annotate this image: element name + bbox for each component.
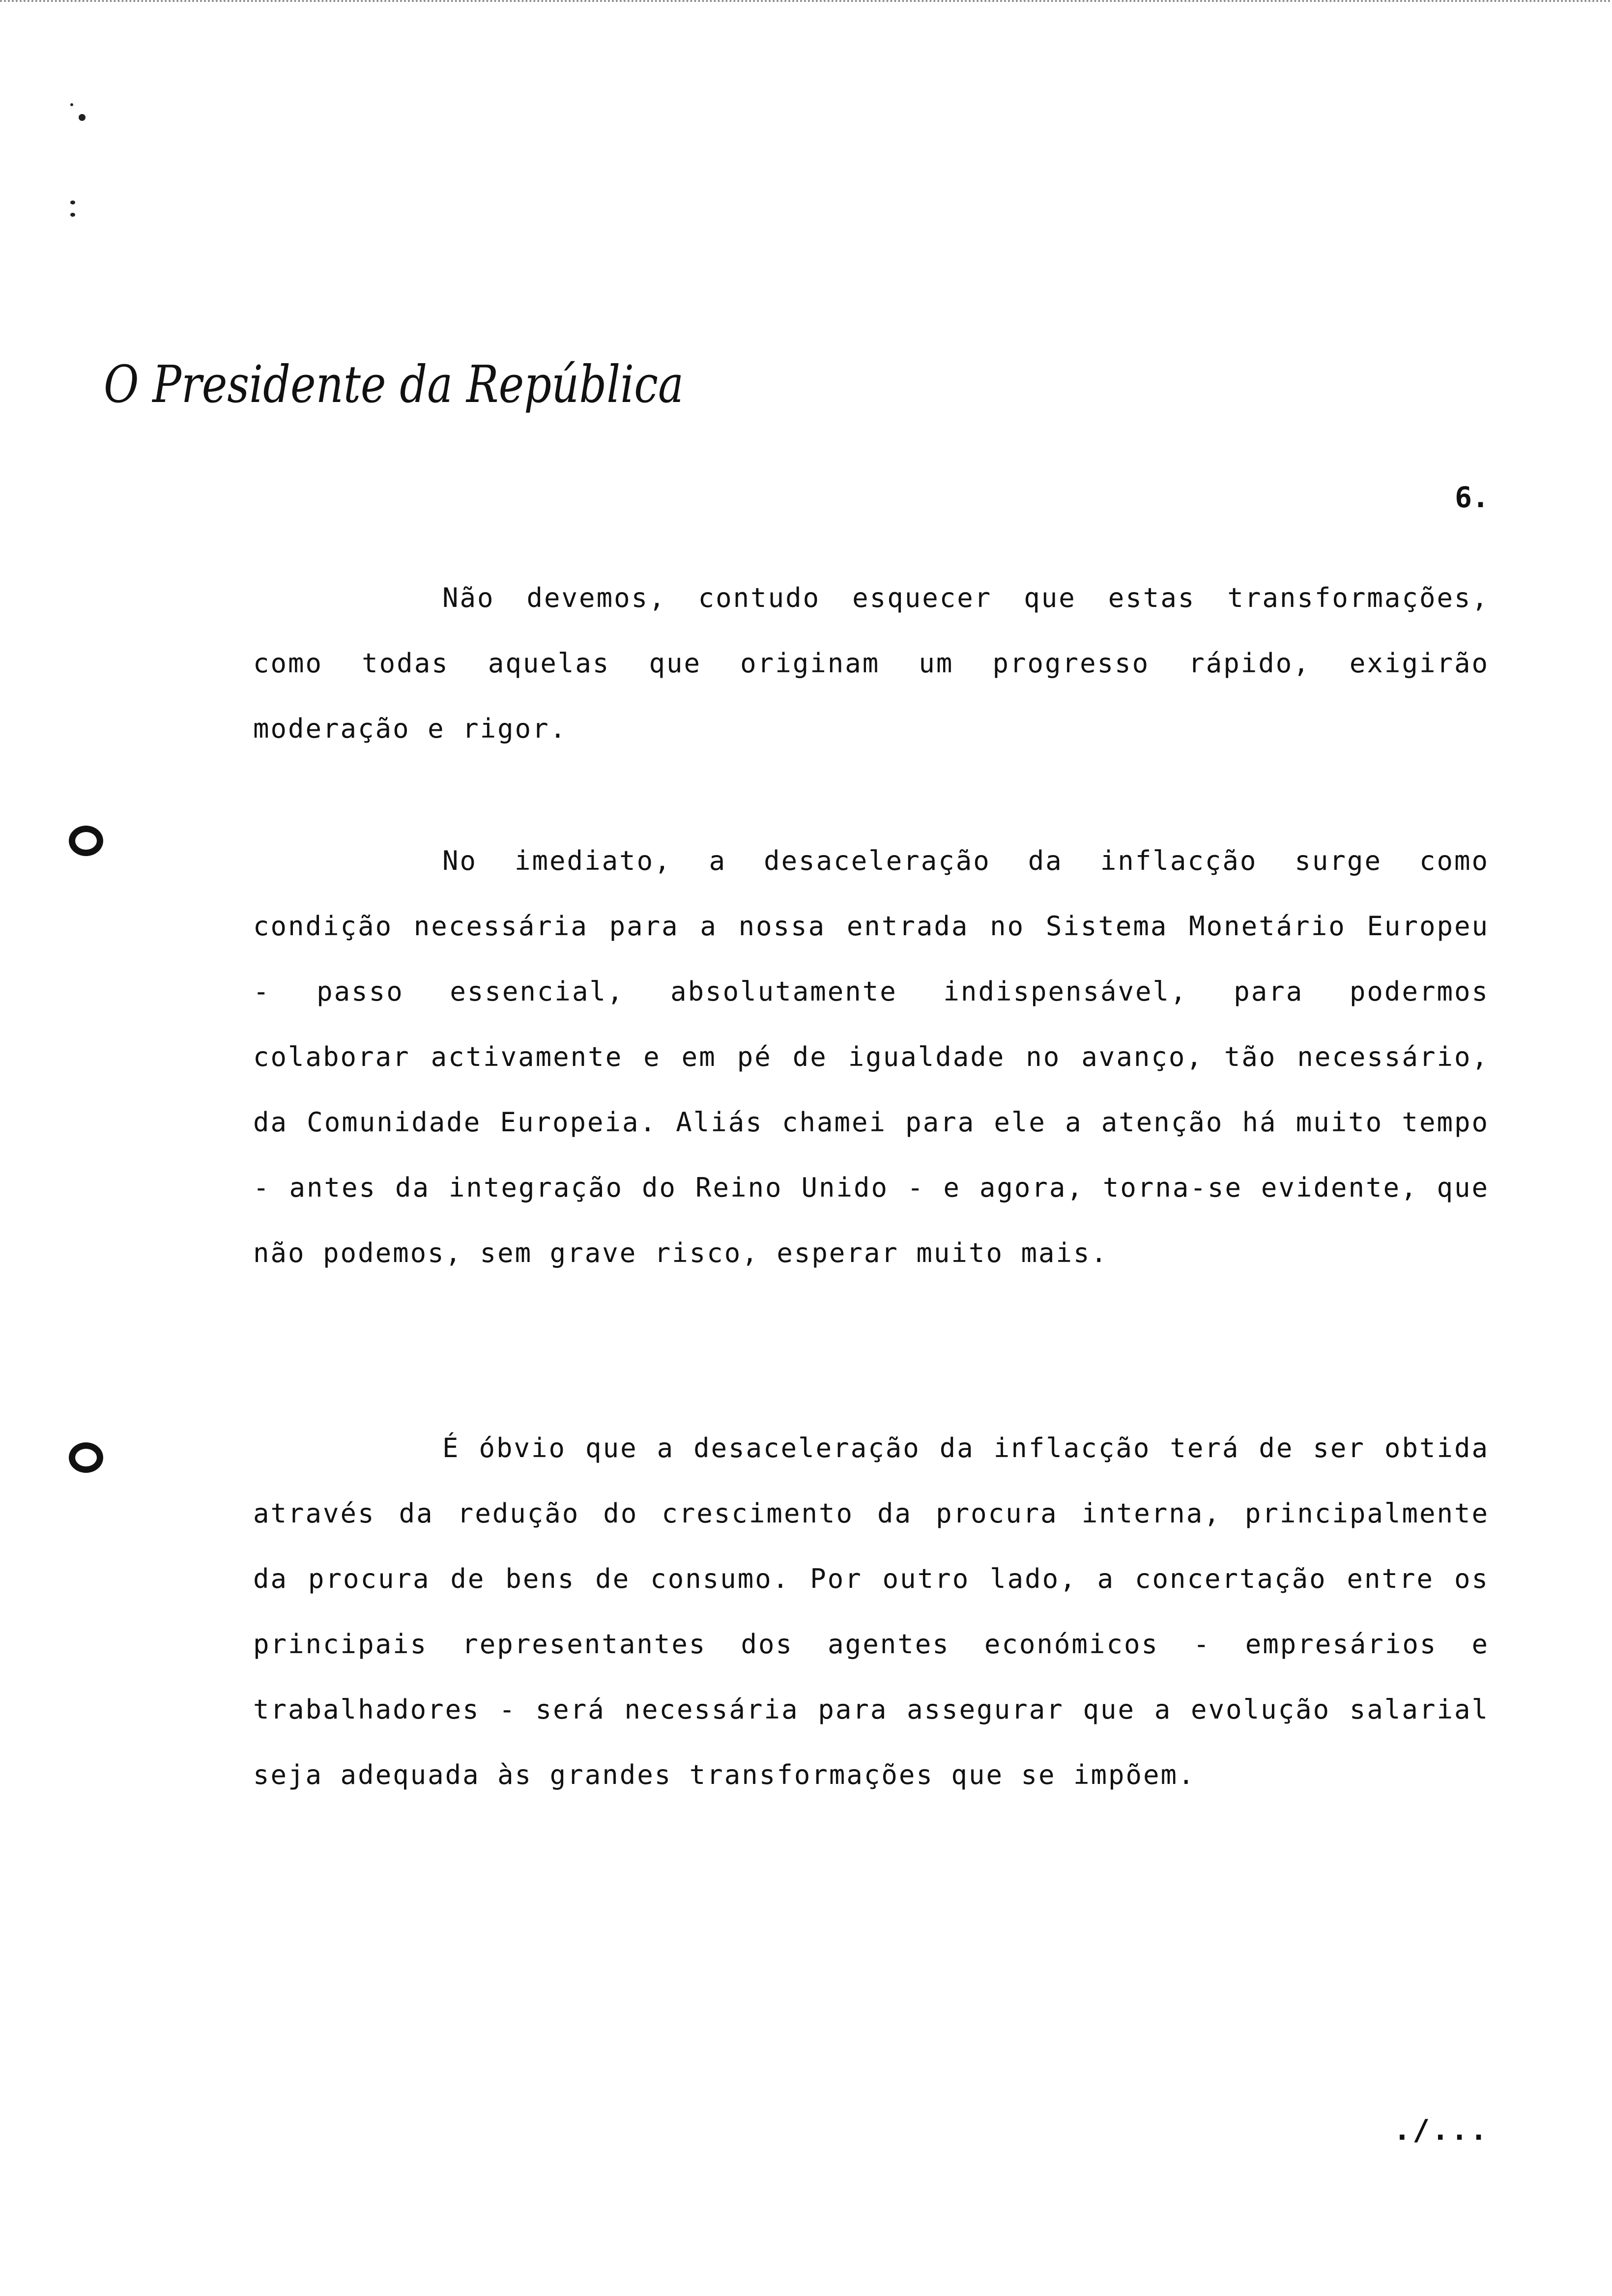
punch-hole-bottom	[69, 1442, 103, 1473]
paragraph-1	[253, 565, 1489, 761]
letterhead-script	[101, 344, 691, 428]
paragraph-3-text: É óbvio que a desaceleração da inflacção terá de ser obtida através da redução do crescimento da procura interna, principalmente da procura de bens de consumo. Por outro lado, a concertação entre os principais representantes dos agentes económicos - empresários e trabalhadores - será necessária para assegurar que a evolução salarial seja adequada às grandes transformações que se impõem.	[253, 1433, 1489, 1790]
paragraph-2	[253, 828, 1489, 1286]
punch-hole-top	[69, 826, 103, 856]
paragraph-2-text: No imediato, a desaceleração da inflacção surge como condição necessária para a nossa entrada no Sistema Monetário Europeu - passo essencial, absolutamente indispensável, para podermos colaborar activamente e em pé de igualdade no avanço, tão necessário, da Comunidade Europeia. Aliás chamei para ele a atenção há muito tempo - antes da integração do Reino Unido - e agora, torna-se evidente, que não podemos, sem grave risco, esperar muito mais.	[253, 845, 1489, 1268]
continuation-mark: ./...	[1393, 2113, 1489, 2147]
scan-speck	[70, 103, 73, 106]
paragraph-1-text: Não devemos, contudo esquecer que estas transformações, como todas aquelas que originam um progresso rápido, exigirão moderação e rigor.	[253, 582, 1489, 744]
scan-speck	[79, 114, 86, 121]
top-edge-scan-line	[0, 0, 1612, 7]
scan-speck	[70, 201, 75, 204]
letterhead-text: O Presidente da República	[104, 354, 684, 414]
page-number: 6.	[1455, 481, 1489, 514]
paragraph-3	[253, 1415, 1489, 1808]
scan-speck	[70, 213, 75, 217]
